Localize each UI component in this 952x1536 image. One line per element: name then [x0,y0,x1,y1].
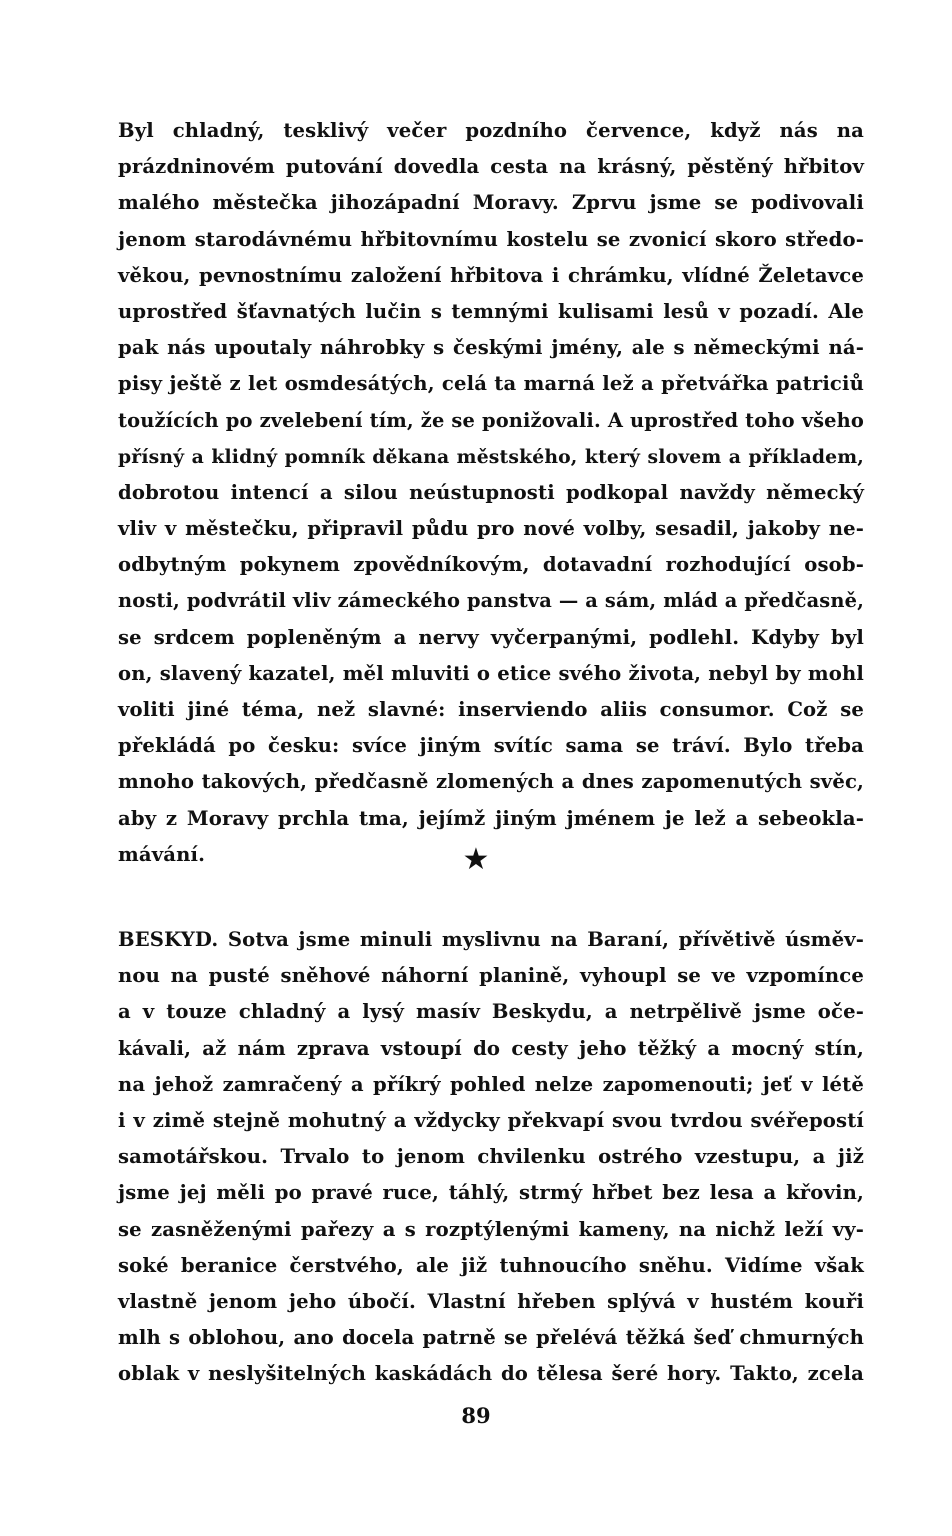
text-line: soké beranice čerstvého, ale již tuhnoucího sněhu. Vidíme však [118,1253,864,1277]
text-line: se srdcem popleněným a nervy vyčerpanými, podlehl. Kdyby byl [118,625,864,649]
text-line: mávání. [118,842,206,866]
text-line: na jehož zamračený a příkrý pohled nelze zapomenouti; jeť v létě [118,1072,864,1096]
text-line: vliv v městečku, připravil půdu pro nové volby, sesadil, jakoby ne- [118,517,864,541]
text-line: on, slavený kazatel, měl mluviti o etice svého života, nebyl by mohl [118,661,864,685]
text-line: nou na pusté sněhové náhorní planině, vyhoupl se ve vzpomínce [118,964,864,988]
text-line: oblak v neslyšitelných kaskádách do tělesa šeré hory. Takto, zcela [118,1362,864,1386]
text-line: uprostřed šťavnatých lučin s temnými kulisami lesů v pozadí. Ale [118,299,864,323]
text-line: mnoho takových, předčasně zlomených a dnes zapomenutých svěc, [118,770,864,794]
paragraph-1 [118,113,864,873]
text-line: se zasněženými pařezy a s rozptýlenými kameny, na nichž leží vy- [118,1217,864,1241]
text-line: odbytným pokynem zpovědníkovým, dotavadní rozhodující osob- [118,553,864,577]
text-line: mlh s oblohou, ano docela patrně se přelévá těžká šeď chmurných [118,1326,864,1350]
text-line: věkou, pevnostnímu založení hřbitova i chrámku, vlídné Želetavce [118,263,864,287]
text-line: prázdninovém putování dovedla cesta na krásný, pěstěný hřbitov [118,155,864,179]
text-line: malého městečka jihozápadní Moravy. Zprvu jsme se podivovali [118,191,864,215]
text-line: nosti, podvrátil vliv zámeckého panstva — a sám, mlád a předčasně, [118,589,864,613]
text-line: toužících po zvelebení tím, že se ponižovali. A uprostřed toho všeho [118,408,864,432]
text-line: dobrotou intencí a silou neústupnosti podkopal navždy německý [118,480,864,504]
text-line: samotářskou. Trvalo to jenom chvilenku ostrého vzestupu, a již [118,1145,864,1169]
text-line: aby z Moravy prchla tma, jejímž jiným jménem je lež a sebeokla- [118,806,864,830]
text-line: pak nás upoutaly náhrobky s českými jmény, ale s německými ná- [118,336,864,360]
page-number: 89 [461,1403,491,1428]
text-line: vlastně jenom jeho úbočí. Vlastní hřeben splývá v hustém kouři [118,1289,864,1313]
text-line: a v touze chladný a lysý masív Beskydu, a netrpělivě jsme oče- [118,1000,864,1024]
text-line: kávali, až nám zprava vstoupí do cesty jeho těžký a mocný stín, [118,1036,864,1060]
text-line: překládá po česku: svíce jiným svítíc sama se tráví. Bylo třeba [118,734,864,758]
text-line: jsme jej měli po pravé ruce, táhlý, strmý hřbet bez lesa a křovin, [118,1181,864,1205]
text-line: jenom starodávnému hřbitovnímu kostelu se zvonicí skoro středo- [118,227,864,251]
text-line: voliti jiné téma, než slavné: inserviendo aliis consumor. Což se [118,698,864,721]
star-separator-icon: ★ [462,842,490,877]
text-line: Byl chladný, tesklivý večer pozdního července, když nás na [118,119,864,142]
paragraph-2 [118,922,864,1392]
text-line: BESKYD. Sotva jsme minuli myslivnu na Baraní, přívětivě úsměv- [118,928,864,951]
text-line: přísný a klidný pomník děkana městského, který slovem a příkladem, [118,445,864,468]
text-line: i v zimě stejně mohutný a vždycky překvapí svou tvrdou svéřepostí [118,1108,864,1132]
text-line: pisy ještě z let osmdesátých, celá ta marná lež a přetvářka patriciů [118,372,864,396]
